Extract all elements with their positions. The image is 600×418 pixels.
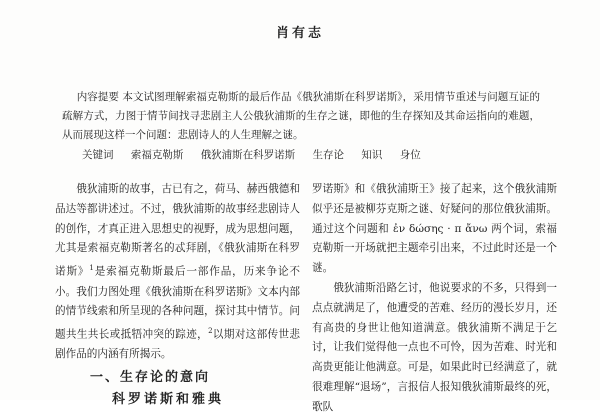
right-paragraph-1: 罗诺斯》和《俄狄浦斯王》接了起来，这个俄狄浦斯似乎还是被柳芬克斯之谜、好疑问的那位俄狄浦斯。通过这个问题和 ἐν δώσης · π ἄνω 两个词，索福克勒斯一开场就把主题牵引出来，不过此时还是一个谜。 (312, 183, 557, 275)
abstract-label: 内容提要 (76, 91, 119, 103)
keyword-item: 索福克勒斯 (130, 149, 184, 161)
abstract-block (62, 88, 540, 145)
right-column (312, 180, 557, 418)
left-text-3: 以期对这部传世悲剧作品的内涵有所揭示。 (55, 328, 301, 361)
left-text-2: 是索福克勒斯最后一部作品，历来争论不小。我们力图处理《俄狄浦斯在科罗诺斯》文本内部的情节线索和所呈现的各种问题，探讨其中情节。问题共生共长或抵牾冲突的踪迹， (55, 265, 301, 341)
right-paragraph-2: 俄狄浦斯沿路乞讨，他说要求的不多，只得到一点点就满足了，他遭受的苦难、经历的漫长岁月，还有高贵的身世让他知道满意。俄狄浦斯不满足于乞讨，让我们觉得他一点也不可怜，因为苦难、时光和高贵更能让他满意。可是，如果此时已经满意了，就很难理解“退场”，言报信人报知俄狄浦斯最终的死，歌队 (312, 281, 557, 413)
abstract-text: 本文试图理解索福克勒斯的最后作品《俄狄浦斯在科罗诺斯》，采用情节重述与问题互证的疏解方式，力图于情节间找寻悲剧主人公俄狄浦斯的生存之谜，即他的生存探知及其命运指向的难题，从而展现这样一个问题：悲剧诗人的人生理解之谜。 (62, 91, 541, 141)
left-paragraph (55, 180, 300, 365)
keyword-item: 生存论 (312, 149, 345, 161)
keyword-item: 俄狄浦斯在科罗诺斯 (200, 149, 296, 161)
keywords-line (82, 147, 435, 164)
left-column (55, 180, 300, 365)
footnote-marker: 1 (89, 264, 94, 273)
author-name: 肖有志 (275, 26, 324, 41)
left-text-1: 俄狄浦斯的故事，古已有之，荷马、赫西俄德和品达等都讲述过。不过，俄狄浦斯的故事经悲剧诗人的创作，才真正进入思想史的视野，成为思想问题，尤其是索福克勒斯著名的忒拜剧，《俄狄浦斯在科罗诺斯》 (55, 183, 300, 278)
keyword-item: 身位 (399, 149, 421, 161)
keyword-item: 知识 (361, 149, 383, 161)
section-subheading: 科罗诺斯和雅典 (112, 392, 225, 407)
footnote-marker: 2 (208, 327, 213, 336)
keywords-label: 关键词 (82, 149, 114, 161)
section-heading: 一、生存论的意向 (90, 370, 211, 385)
